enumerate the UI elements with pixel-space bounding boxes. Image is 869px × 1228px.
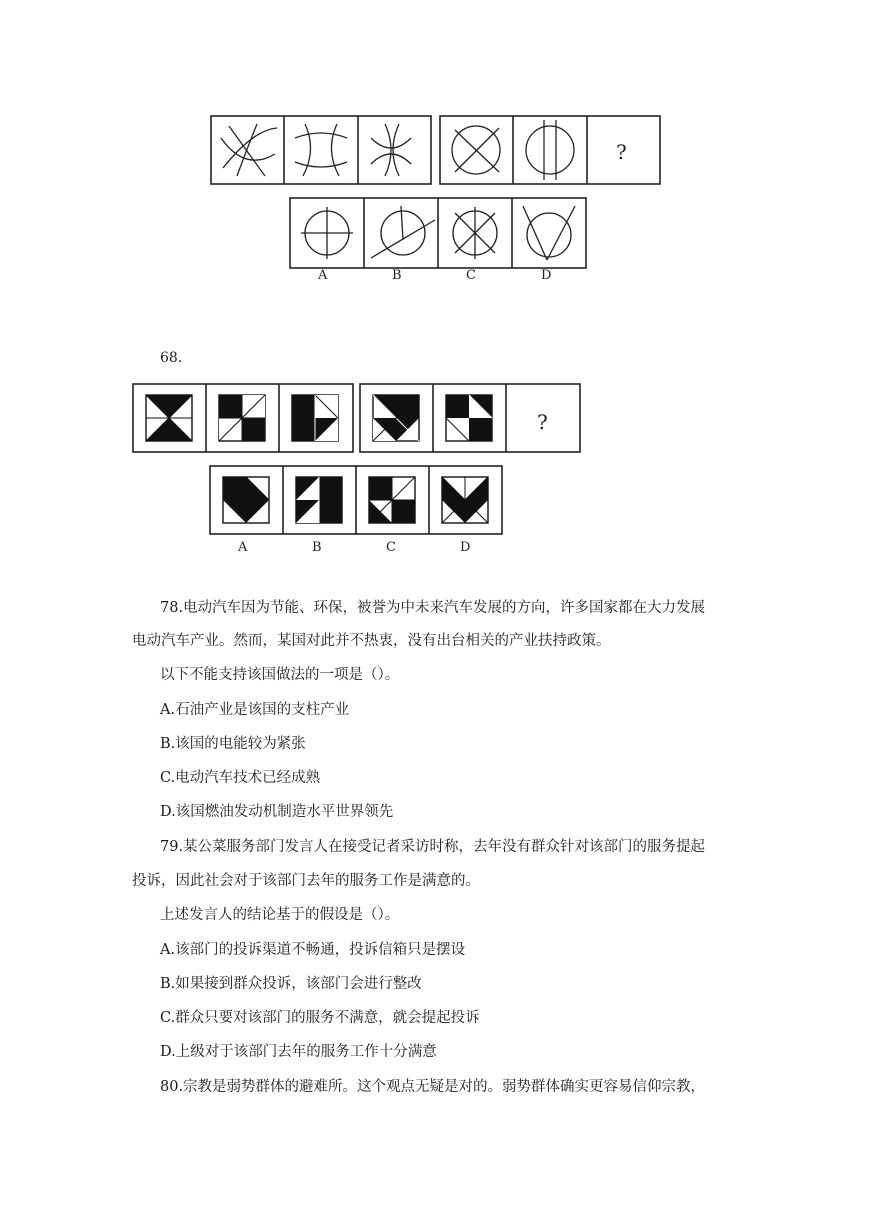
puzzle-67-option-c: C bbox=[466, 268, 476, 283]
puzzle-67-question-mark: ? bbox=[616, 140, 627, 164]
q78-prompt: 以下不能支持该国做法的一项是（）。 bbox=[160, 667, 400, 683]
q79-option-a: A.该部门的投诉渠道不畅通，投诉信箱只是摆设 bbox=[160, 942, 466, 958]
puzzle-68-number: 68. bbox=[160, 350, 183, 366]
q78-option-d: D.该国燃油发动机制造水平世界领先 bbox=[160, 804, 394, 820]
puzzle-68-option-d: D bbox=[460, 540, 471, 555]
q80-stem-line-1: 80.宗教是弱势群体的避难所。这个观点无疑是对的。弱势群体确实更容易信仰宗教， bbox=[160, 1079, 706, 1095]
q79-option-d: D.上级对于该部门去年的服务工作十分满意 bbox=[160, 1044, 437, 1060]
puzzle-67-option-a: A bbox=[318, 268, 328, 283]
q79-stem-line-2: 投诉，因此社会对于该部门去年的服务工作是满意的。 bbox=[132, 873, 480, 889]
puzzle-67-option-b: B bbox=[392, 268, 402, 283]
q79-option-b: B.如果接到群众投诉，该部门会进行整改 bbox=[160, 976, 422, 992]
puzzle-68-option-c: C bbox=[386, 540, 396, 555]
puzzle-68-figure bbox=[130, 380, 590, 540]
puzzle-67-option-d: D bbox=[541, 268, 552, 283]
q78-stem-line-1: 78.电动汽车因为节能、环保，被誉为中未来汽车发展的方向，许多国家都在大力发展 bbox=[160, 600, 706, 616]
puzzle-68-option-b: B bbox=[312, 540, 322, 555]
q78-option-b: B.该国的电能较为紧张 bbox=[160, 736, 306, 752]
q78-option-c: C.电动汽车技术已经成熟 bbox=[160, 770, 321, 786]
q78-option-a: A.石油产业是该国的支柱产业 bbox=[160, 702, 350, 718]
puzzle-67-figure bbox=[205, 110, 675, 295]
puzzle-68-question-mark: ? bbox=[537, 410, 548, 434]
q79-stem-line-1: 79.某公菜服务部门发言人在接受记者采访时称，去年没有群众针对该部门的服务提起 bbox=[160, 839, 706, 855]
q79-option-c: C.群众只要对该部门的服务不满意，就会提起投诉 bbox=[160, 1010, 480, 1026]
q79-prompt: 上述发言人的结论基于的假设是（）。 bbox=[160, 907, 400, 923]
q78-stem-line-2: 电动汽车产业。然而，某国对此并不热衷，没有出台相关的产业扶持政策。 bbox=[132, 633, 611, 649]
puzzle-68-option-a: A bbox=[238, 540, 248, 555]
